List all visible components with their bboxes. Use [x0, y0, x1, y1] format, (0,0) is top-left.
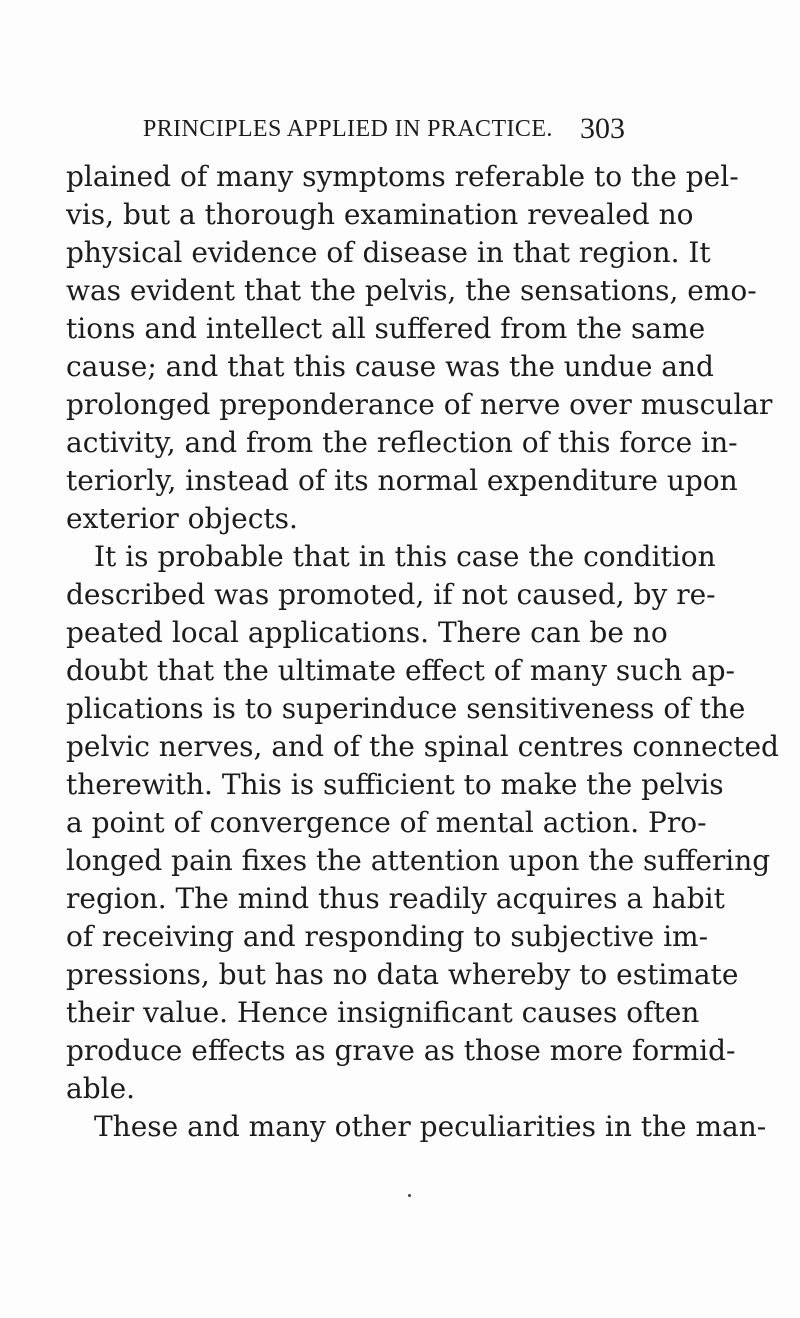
paragraph-start-line: These and many other peculiarities in the man- [94, 1110, 767, 1143]
text-line: pelvic nerves, and of the spinal centres connected [66, 730, 779, 763]
body-text [66, 158, 779, 1146]
running-head: PRINCIPLES APPLIED IN PRACTICE. [143, 116, 553, 142]
text-line: plications is to superinduce sensitiveness of the [66, 692, 746, 725]
text-line: peated local applications. There can be no [66, 616, 668, 649]
text-line: a point of convergence of mental action. Pro- [66, 806, 707, 839]
text-line: exterior objects. [66, 502, 298, 535]
text-line: described was promoted, if not caused, by re- [66, 578, 716, 611]
page-number: 303 [580, 112, 625, 145]
text-line: of receiving and responding to subjective im- [66, 920, 709, 953]
text-line: therewith. This is sufficient to make the pelvis [66, 768, 724, 801]
text-line: longed pain fixes the attention upon the suffering [66, 844, 771, 877]
paragraph-start-line: It is probable that in this case the condition [94, 540, 716, 573]
text-line: doubt that the ultimate effect of many such ap- [66, 654, 736, 687]
text-line: plained of many symptoms referable to the pel- [66, 160, 739, 193]
text-line: cause; and that this cause was the undue and [66, 350, 714, 383]
text-line: region. The mind thus readily acquires a habit [66, 882, 725, 915]
text-line: was evident that the pelvis, the sensations, emo- [66, 274, 757, 307]
text-line: produce effects as grave as those more formid- [66, 1034, 736, 1067]
text-line: their value. Hence insignificant causes often [66, 996, 700, 1029]
page-header [0, 112, 800, 152]
text-line: pressions, but has no data whereby to estimate [66, 958, 739, 991]
text-line: activity, and from the reflection of this force in- [66, 426, 738, 459]
text-line: tions and intellect all suffered from the same [66, 312, 706, 345]
print-speck [408, 1194, 411, 1197]
text-line: vis, but a thorough examination revealed no [66, 198, 694, 231]
text-line: teriorly, instead of its normal expenditure upon [66, 464, 738, 497]
text-line: prolonged preponderance of nerve over muscular [66, 388, 773, 421]
text-line: able. [66, 1072, 136, 1105]
text-line: physical evidence of disease in that region. It [66, 236, 711, 269]
